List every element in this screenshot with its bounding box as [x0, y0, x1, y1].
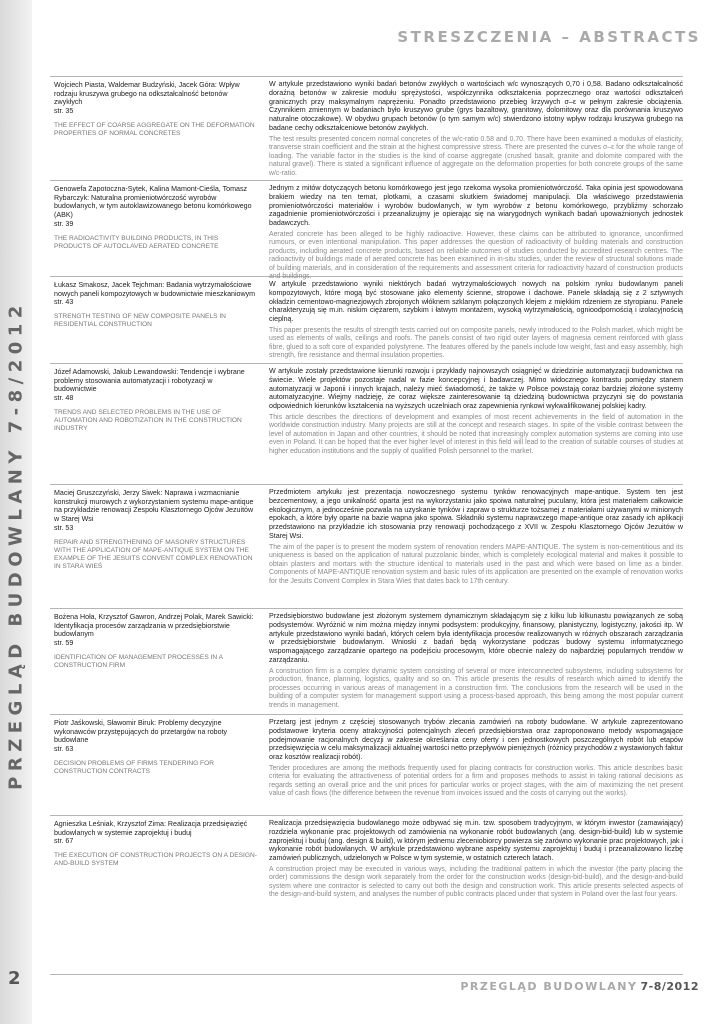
abstract-polish: Przetarg jest jednym z częściej stosowanych trybów zlecania zamówień na roboty budowlane. W artykule zaprezentowano podstawowe kryteria oceny atrakcyjności potencjalnych zleceń przedsiębiorstwa oraz zaproponowano metody wspomagające podejmowanie racjonalnych decyzji w zakresie określania ceny oferty i cen jednostkowych poszczególnych robót lub etapów przedsięwzięcia w celu maksymalizacji aktualnej wartości netto przepływów pieniężnych (różnicy przychodów z wystawionych faktur oraz kosztów realizacji robót). — [269, 718, 683, 761]
entry-authors-title: Agnieszka Leśniak, Krzysztof Zima: Realizacja przedsięwzięć budowlanych w systemie zaprojektuj i buduj — [54, 820, 248, 837]
entry-authors-title: Maciej Gruszczyński, Jerzy Siwek: Naprawa i wzmacnianie konstrukcji murowych z wykorzystaniem systemu mape-antique na przykładzie renowacji Zespołu Klasztornego Ojców Jezuitów w Starej Wsi — [54, 489, 254, 524]
entry-english-title: IDENTIFICATION OF MANAGEMENT PROCESSES IN A CONSTRUCTION FIRM — [54, 653, 223, 670]
entry-abstracts — [265, 485, 683, 608]
entry-english-title: THE EXECUTION OF CONSTRUCTION PROJECTS ON A DESIGN-AND-BUILD SYSTEM — [54, 852, 257, 868]
section-header-title: STRESZCZENIA – ABSTRACTS — [397, 28, 701, 46]
abstract-english: This paper presents the results of strength tests carried out on composite panels, newly introduced to the Polish market, which might be used as elements of walls, ceilings and roofs. The panels consist of two rigid outer layers of magnesia cement reinforced with glass fibre, glued to a soft core of expanded polystyrene. The features offered by the panels include low weight, fast and easy assembly, high strength, fire resistance and thermal insulation properties. — [269, 326, 683, 360]
sidebar-journal-name: PRZEGLĄD BUDOWLANY 7-8/2012 — [5, 300, 27, 790]
entry-abstracts — [265, 364, 683, 484]
entry-english-title: REPAIR AND STRENGTHENING OF MASONRY STRUCTURES WITH THE APPLICATION OF MAPE-ANTIQUE SYSTEM ON THE EXAMPLE OF THE JESUITS CONVENT COMPLEX RENOVATION IN STARA WIEŚ — [54, 538, 253, 571]
footer-issue-number: 7-8/2012 — [640, 980, 699, 993]
entry-english-title: THE EFFECT OF COARSE AGGREGATE ON THE DEFORMATION PROPERTIES OF NORMAL CONCRETES — [54, 121, 255, 138]
entry-citation — [50, 609, 265, 714]
entry-english-title: DECISION PROBLEMS OF FIRMS TENDERING FOR CONSTRUCTION CONTRACTS — [54, 759, 214, 776]
entry-english-title: THE RADIOACTIVITY BUILDING PRODUCTS, IN THIS PRODUCTS OF AUTOCLAVED AERATED CONCRETE — [54, 234, 219, 250]
entry-page-ref: str. 53 — [54, 523, 74, 532]
entry-authors-title: Wojciech Piasta, Waldemar Budzyński, Jacek Góra: Wpływ rodzaju kruszywa grubego na odkształcalność betonów zwykłych — [54, 81, 240, 107]
abstract-entry — [50, 608, 683, 714]
entry-page-ref: str. 63 — [54, 745, 74, 754]
entry-page-ref: str. 35 — [54, 107, 74, 116]
entry-page-ref: str. 59 — [54, 639, 74, 648]
entry-abstracts — [265, 181, 683, 281]
entry-abstracts — [265, 715, 683, 815]
entry-authors-title: Józef Adamowski, Jakub Lewandowski: Tendencje i wybrane problemy stosowania automatyzacji i robotyzacji w budownictwie — [54, 368, 245, 394]
footer-journal-mark — [460, 980, 699, 993]
entry-citation — [50, 77, 265, 180]
entry-english-title: TRENDS AND SELECTED PROBLEMS IN THE USE OF AUTOMATION AND ROBOTIZATION IN THE CONSTRUCTION INDUSTRY — [54, 408, 242, 433]
entry-authors-title: Bożena Hoła, Krzysztof Gawron, Andrzej Polak, Marek Sawicki: Identyfikacja procesów zarządzania w przedsiębiorstwie budowlanym — [54, 613, 254, 639]
abstract-english: Aerated concrete has been alleged to be highly radioactive. However, these claims can be attributed to ignorance, unconfirmed rumours, or even intentional manipulation. This paper addresses the question of radioactivity of building materials and construction products, including aerated concrete products, based on reliable outcomes of studies conducted by accredited research centres. The radioactivity of buildings made of aerated concrete has been examined in in-situ studies, under the review of structural solutions made of building materials, and in consideration of the requirements and assessment criteria for radioactivity hazard of construction products and buildings. — [269, 230, 683, 281]
abstract-polish: W artykule zostały przedstawione kierunki rozwoju i przykłady najnowszych osiągnięć w dziedzinie automatyzacji budownictwa na świecie. Wiele projektów pozostaje nadal w fazie koncepcyjnej i badawczej. Mimo widocznego kontrastu pomiędzy stanem automatyzacji w Japonii i innych krajach, należy mieć świadomość, że także w Polsce powstają coraz bardziej złożone systemy automatyzacyjne. Wiejmy nadzieję, że coraz większe zainteresowanie tą dziedziną budownictwa przyczyni się do powstania odpowiednich kierunków kształcenia na wyższych uczelniach oraz zapewnienia rynkowi wykwalifikowanej polskiej kadry. — [269, 367, 683, 410]
abstract-polish: W artykule przedstawiono wyniki badań betonów zwykłych o wartościach w/c wynoszących 0,70 i 0,58. Badano odkształcalność doraźną betonów w zakresie modułu sprężystości, współczynnika odkształcenia poprzecznego oraz wartości odkształceń granicznych przy maksymalnym naprężeniu. Ponadto przedstawiono przebieg krzywych σ–ε w pełnym zakresie obciążenia. Czynnikiem zmiennym w badaniach było kruszywo grube (grys bazaltowy, granitowy, dolomitowy oraz dla porównania kruszywo naturalne otoczakowe). W obydwu grupach betonów (o tym samym w/c) stwierdzono istotny wpływ rodzaju kruszywa grubego na badane cechy odkształceniowe betonów zwykłych. — [269, 80, 683, 132]
journal-sidebar — [0, 0, 32, 1024]
abstract-entry — [50, 714, 683, 815]
entry-citation — [50, 364, 265, 484]
abstract-polish: Przedsiębiorstwo budowlane jest złożonym systemem dynamicznym składającym się z kilku lub kilkunastu powiązanych ze sobą podsystemów. Wyróżnić w nim można między innymi podsystem: produkcyjny, finansowy, planistyczny, logistyczny, jakości itp. W artykule przedstawiono wyniki badań, których celem była identyfikacja procesów realizowanych w różnych obszarach zarządzania w przedsiębiorstwie budowlanym. Wnioski z badań będą wykorzystane podczas budowy systemu informatycznego wspomagającego zarządzanie opartego na podejściu procesowym, które obecnie należy do najbardziej popularnych trendów w zarządzaniu. — [269, 612, 683, 664]
abstracts-list — [50, 76, 683, 925]
abstract-english: A construction project may be executed in various ways, including the traditional pattern in which the investor (the party placing the order) commissions the design work separately from the order for the construction works (design-bid-build), and the design-and-build system where one contractor is selected to carry out both the design and construction work. This article presents selected aspects of the design-and-build system, and analyses the number of public contracts placed under that system in Poland over the last four years. — [269, 865, 683, 899]
abstract-entry — [50, 815, 683, 925]
entry-abstracts — [265, 816, 683, 925]
entry-citation — [50, 816, 265, 925]
entry-page-ref: str. 39 — [54, 219, 74, 228]
entry-abstracts — [265, 77, 683, 180]
abstract-polish: Realizacja przedsięwzięcia budowlanego może odbywać się m.in. tzw. sposobem tradycyjnym, w którym inwestor (zamawiający) rozdziela wykonanie prac projektowych od zamówienia na wykonanie robót budowlanych (ang. design-bid-build) lub w systemie zaprojektuj i buduj (ang. design & build), w którym jednemu zleceniobiorcy powierza się zarówno wykonanie prac projektowych, jak i wykonanie robót budowlanych. W artykule przedstawiono wybrane aspekty systemu zaprojektuj i buduj i przeanalizowano liczbę zamówień publicznych, udzielonych w Polsce w tym systemie, w ostatnich czterech latach. — [269, 819, 684, 862]
entry-english-title: STRENGTH TESTING OF NEW COMPOSITE PANELS IN RESIDENTIAL CONSTRUCTION — [54, 313, 226, 329]
page-number: 2 — [8, 968, 21, 989]
entry-citation — [50, 485, 265, 608]
abstract-polish: Jednym z mitów dotyczących betonu komórkowego jest jego rzekoma wysoka promieniotwórczość. Taka opinia jest spowodowana brakiem wiedzy na ten temat, plotkami, a czasami skutkiem świadomej manipulacji. Dla właściwego przedstawienia promieniotwórczości materiałów i wyrobów budowlanych, w tym wyrobów z betonu komórkowego, przybliżmy schorzało zagadnienie promieniotwórczości i przeanalizujmy je opierając się na wiarygodnych wynikach badań upoważnionych jednostek badawczych. — [269, 184, 683, 227]
entry-page-ref: str. 48 — [54, 394, 74, 403]
entry-authors-title: Genowefa Zapotoczna-Sytek, Kalina Mamont-Cieśla, Tomasz Rybarczyk: Naturalna promieniotwórczość wyrobów budowlanych, w tym autoklawizowanego betonu komórkowego (ABK) — [54, 185, 252, 220]
entry-page-ref: str. 67 — [54, 837, 74, 846]
abstract-entry — [50, 363, 683, 484]
abstract-entry — [50, 484, 683, 608]
abstract-english: Tender procedures are among the methods frequently used for placing contracts for construction works. This article describes basic criteria for evaluating the attractiveness of potential orders for a firm and proposes methods to assist in taking rational decisions as regards setting an overall price and the unit prices for particular works or project stages, with the aim of maximizing the net present value of cash flows (the difference between the revenue from invoices issued and the costs of carrying out the works). — [269, 764, 683, 798]
entry-citation — [50, 181, 265, 276]
entry-citation — [50, 715, 265, 815]
abstract-entry — [50, 76, 683, 180]
footer-divider — [50, 974, 683, 975]
abstract-polish: W artykule przedstawiono wyniki niektórych badań wytrzymałościowych nowych na polskim rynku budowlanym paneli kompozytowych, które mogą być stosowane jako elementy ścienne, stropowe i dachowe. Panele składają się z 2 sztywnych okładzin cementowo-magnezjowych zbrojonych włóknem szklanym połączonych klejem z miękkim rdzeniem ze styropianu. Panele charakteryzują się m.in. niskim ciężarem, szybkim i łatwym montażem, wysoką wytrzymałością, ognioodpornością i izolacyjnością cieplną. — [269, 280, 683, 323]
abstract-entry — [50, 276, 683, 363]
abstract-polish: Przedmiotem artykułu jest prezentacja nowoczesnego systemu tynków renowacyjnych mape-antique. System ten jest bezcementowy, a jego unikalność oparta jest na wykorzystaniu jako spoiwa naturalnej puculany, która jest materiałem całkowicie ekologicznym, a jednocześnie pozwala na uzyskanie tynków i zapraw o strukturze tożsamej z materiałami używanymi w minionych epokach, a które były oparte na bazie wapna jako spoiwa. Składniki systemu naprawczego mape-antique oraz zasady ich aplikacji przedstawiono na przykładzie ich stosowania przy renowacji pochodzącego z XVII w. Zespołu Klasztornego Ojców Jezuitów w Starej Wsi. — [269, 488, 683, 540]
abstract-english: This article describes the directions of development and examples of most recent achievements in the field of automation in the worldwide construction industry. Many projects are still at the concept and research stages. In spite of the visible contrast between the level of automation in Japan and other countries, it should be noted that increasingly complex automation systems are coming into use even in Poland. It can be hoped that the ever higher level of interest in this field will lead to the creation of suitable courses of studies at higher education institutions and the supply of qualified Polish personnel to the market. — [269, 413, 683, 455]
footer-journal-name: PRZEGLĄD BUDOWLANY — [460, 980, 638, 993]
abstract-english: The test results presented concern normal concretes of the w/c-ratio 0.58 and 0.70. There have been examined a modulus of elasticity, transverse strain coefficient and the strain at the highest compressive stress. There are presented the curves σ–ε for the whole range of loading. The variable factor in the studies is the kind of coarse aggregate (crushed basalt, granite and dolomite compared with the natural gravel). There is stated a significant influence of aggregate on the deformation properties for both concrete groups of the same w/c-ratio. — [269, 135, 683, 177]
abstract-english: A construction firm is a complex dynamic system consisting of several or more interconnected subsystems, including subsystems for production, finance, planning, logistics, quality and so on. This article presents the results of research which aimed to identify the processes occurring in various areas of management in a construction firm. The conclusions from the research will be used in the building of a computer system for management support using a process-based approach, this being among the most popular current trends in management. — [269, 667, 683, 709]
entry-authors-title: Łukasz Smakosz, Jacek Tejchman: Badania wytrzymałościowe nowych paneli kompozytowych w budownictwie mieszkaniowym — [54, 281, 256, 298]
entry-abstracts — [265, 609, 683, 714]
entry-citation — [50, 277, 265, 363]
abstract-english: The aim of the paper is to present the modern system of renovation renders MAPE-ANTIQUE. The system is non-cementitious and its uniqueness is based on the application of natural puzzolanic binder, which is completely ecological material and makes it possible to obtain plasters and mortars with the structure identical to materials used in the past and which were based on lime as a binder. Components of MAPE-ANTIQUE renovation system and basic rules of its application are presented on the example of renovation works for the Jesuits Convent Complex in Stara Wieś that dates back to 17th century. — [269, 543, 683, 585]
entry-authors-title: Piotr Jaśkowski, Sławomir Biruk: Problemy decyzyjne wykonawców przystępujących do przetargów na roboty budowlane — [54, 719, 228, 745]
entry-page-ref: str. 43 — [54, 298, 74, 307]
entry-abstracts — [265, 277, 683, 363]
abstract-entry — [50, 180, 683, 281]
